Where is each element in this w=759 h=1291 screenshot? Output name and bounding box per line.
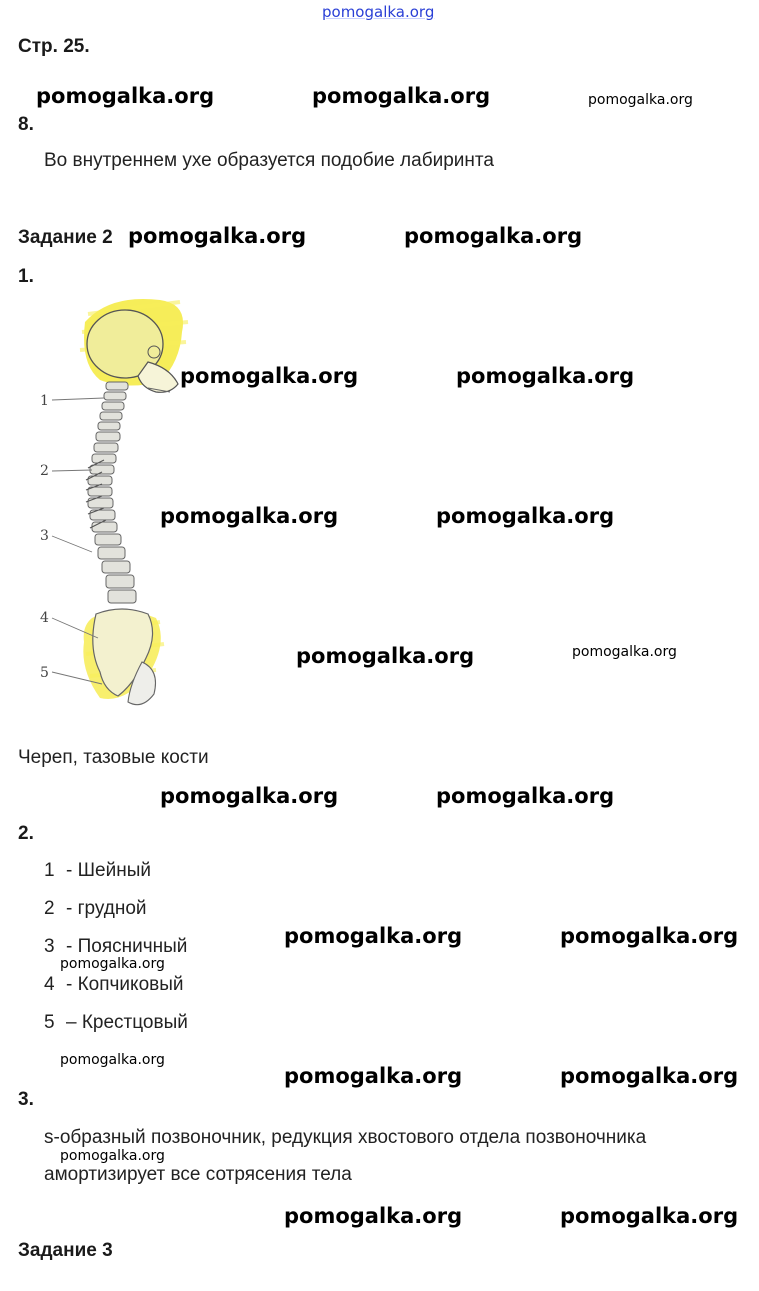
figure-label: 5 (40, 665, 49, 681)
answer-text: амортизирует все сотрясения тела (44, 1164, 352, 1185)
answer-text: Во внутреннем ухе образуется подобие лабиринта (44, 150, 494, 171)
watermark: pomogalka.org (404, 224, 583, 248)
answer-text: Череп, тазовые кости (18, 747, 209, 768)
watermark: pomogalka.org (456, 364, 635, 388)
list-item: 3 - Поясничный (44, 936, 188, 957)
watermark: pomogalka.org (312, 84, 491, 108)
list-item: 4 - Копчиковый (44, 974, 184, 995)
list-item: 2 - грудной (44, 898, 147, 919)
figure-label: 1 (40, 393, 49, 409)
figure-label: 3 (40, 528, 49, 544)
watermark: pomogalka.org (128, 224, 307, 248)
watermark: pomogalka.org (284, 924, 463, 948)
list-item: 1 - Шейный (44, 860, 151, 881)
watermark: pomogalka.org (572, 644, 677, 660)
watermark: pomogalka.org (436, 504, 615, 528)
question-number: 2. (18, 823, 34, 844)
figure-label: 4 (40, 610, 49, 626)
question-number: 3. (18, 1089, 34, 1110)
watermark: pomogalka.org (560, 1204, 739, 1228)
watermark: pomogalka.org (588, 92, 693, 108)
watermark: pomogalka.org (284, 1204, 463, 1228)
top-watermark-link[interactable]: pomogalka.org (322, 3, 435, 21)
figure-label: 2 (40, 463, 49, 479)
watermark: pomogalka.org (160, 504, 339, 528)
watermark: pomogalka.org (60, 1148, 165, 1164)
watermark: pomogalka.org (180, 364, 359, 388)
watermark: pomogalka.org (60, 956, 165, 972)
page-reference: Стр. 25. (18, 36, 90, 57)
section-title: Задание 3 (18, 1240, 113, 1261)
answer-text: s-образный позвоночник, редукция хвостового отдела позвоночника (44, 1127, 647, 1148)
watermark: pomogalka.org (560, 924, 739, 948)
list-item: 5 – Крестцовый (44, 1012, 188, 1033)
watermark: pomogalka.org (560, 1064, 739, 1088)
section-title: Задание 2 (18, 227, 113, 248)
watermark: pomogalka.org (284, 1064, 463, 1088)
watermark: pomogalka.org (296, 644, 475, 668)
watermark: pomogalka.org (60, 1052, 165, 1068)
watermark: pomogalka.org (160, 784, 339, 808)
watermark: pomogalka.org (36, 84, 215, 108)
question-number: 1. (18, 266, 34, 287)
question-number: 8. (18, 114, 34, 135)
watermark: pomogalka.org (436, 784, 615, 808)
